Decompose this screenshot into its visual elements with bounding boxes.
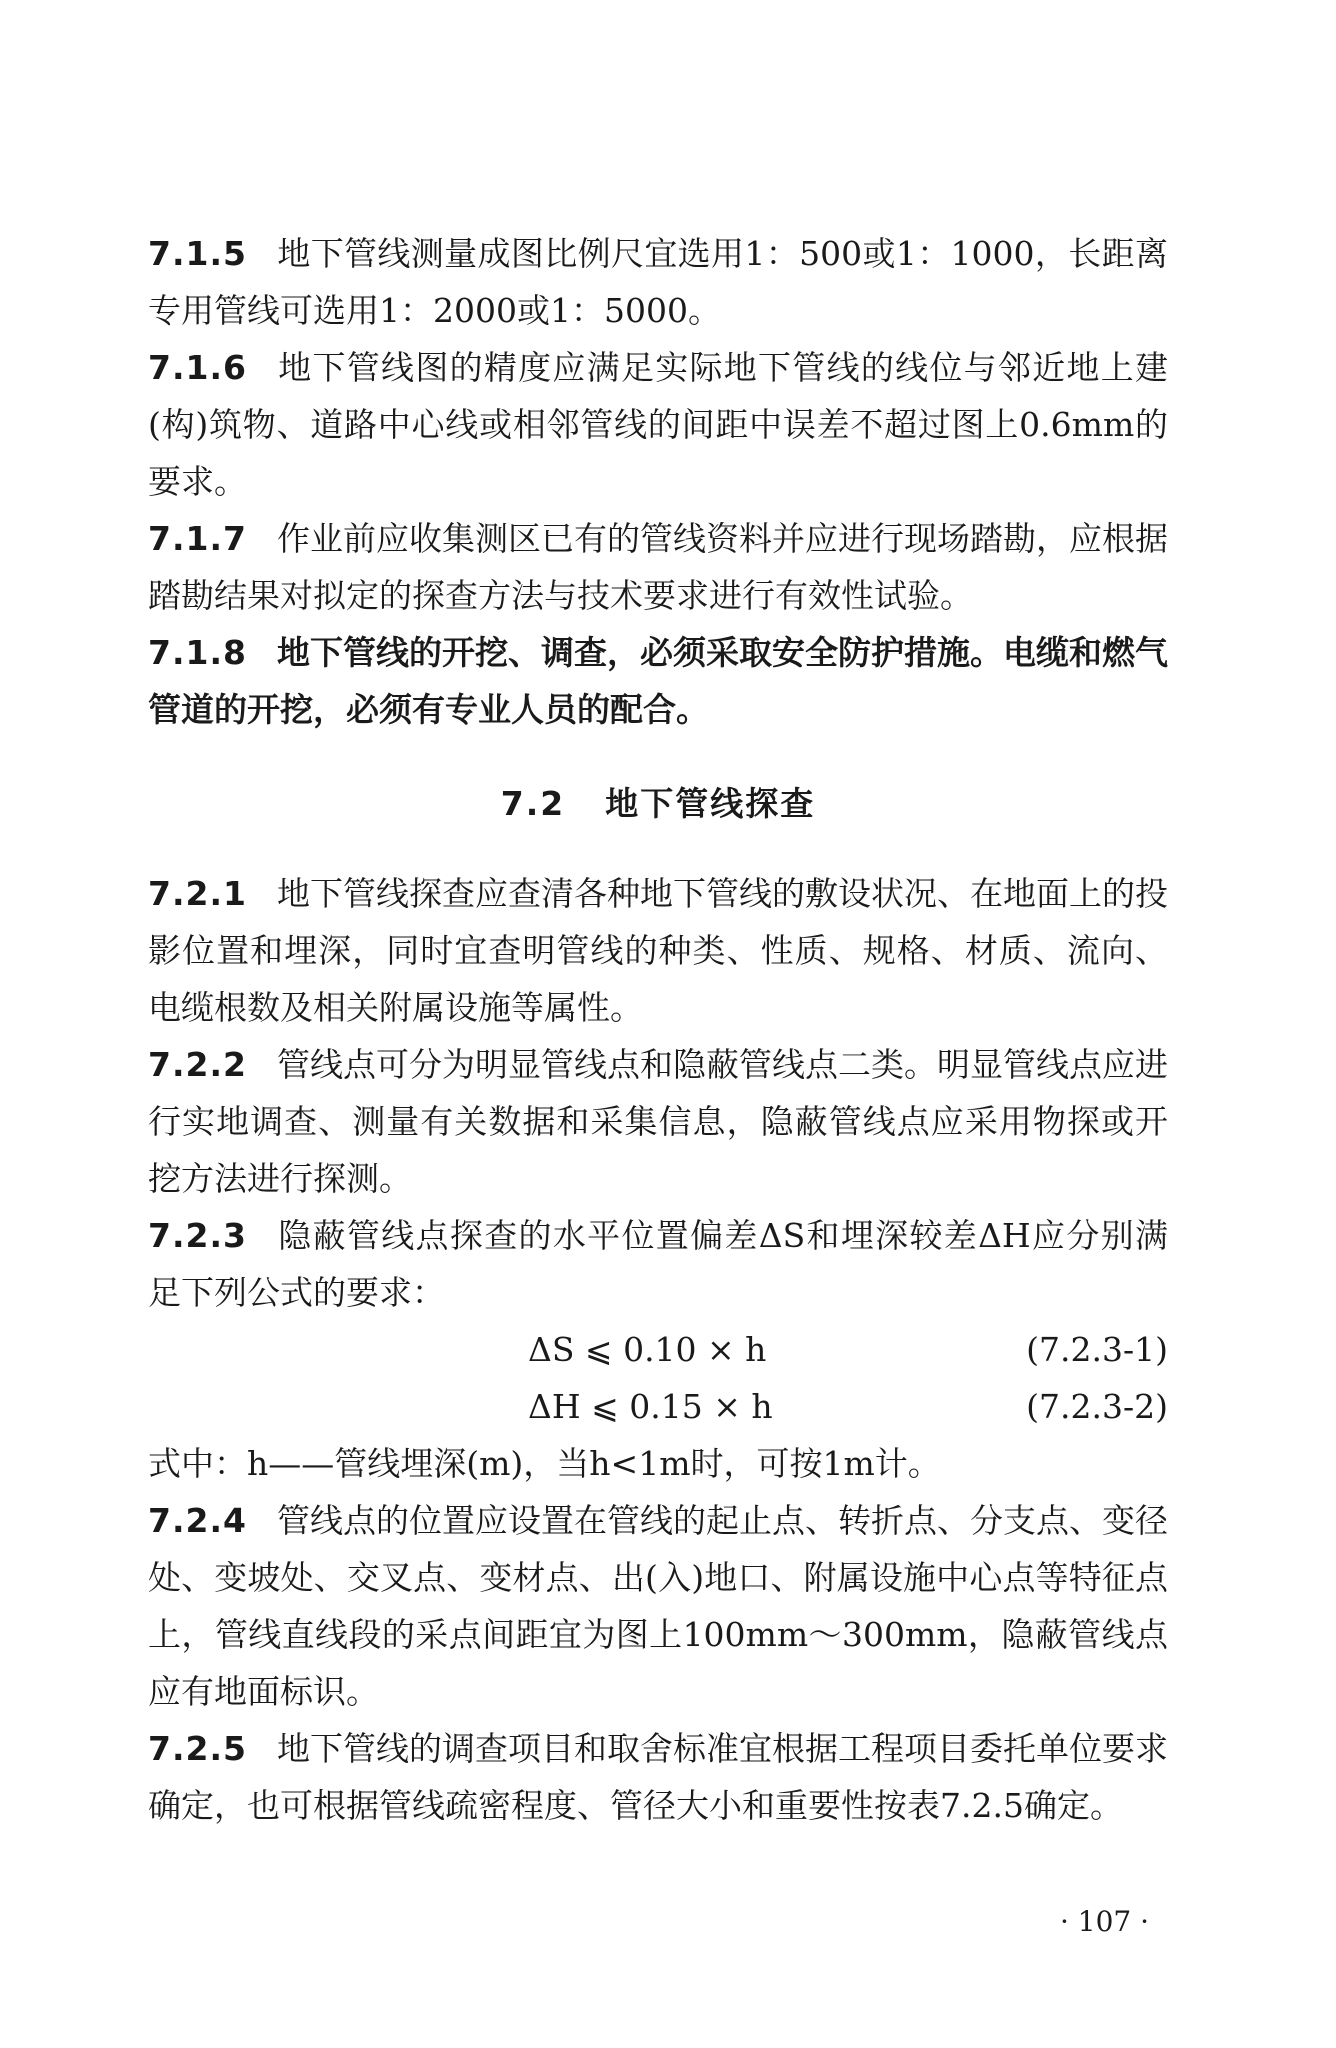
clause-number: 7.2.5 xyxy=(148,1729,247,1768)
section-heading xyxy=(148,778,1168,825)
clause-7-2-3 xyxy=(148,1207,1168,1321)
equation-number: (7.2.3-2) xyxy=(1026,1387,1168,1426)
clause-7-2-4 xyxy=(148,1492,1168,1720)
clause-number: 7.2.3 xyxy=(148,1216,247,1255)
clause-7-1-7 xyxy=(148,510,1168,624)
formula-7-2-3-1 xyxy=(148,1321,1168,1378)
formula-expression: ΔH ⩽ 0.15 × h xyxy=(528,1387,773,1426)
clause-text: 作业前应收集测区已有的管线资料并应进行现场踏勘，应根据踏勘结果对拟定的探查方法与技术要求进行有效性试验。 xyxy=(148,519,1168,615)
clause-text: 地下管线图的精度应满足实际地下管线的线位与邻近地上建(构)筑物、道路中心线或相邻管线的间距中误差不超过图上0.6mm的要求。 xyxy=(148,348,1168,501)
clause-7-2-1 xyxy=(148,865,1168,1036)
clause-7-2-2 xyxy=(148,1036,1168,1207)
formula-expression: ΔS ⩽ 0.10 × h xyxy=(528,1330,767,1369)
clause-number: 7.2.4 xyxy=(148,1501,247,1540)
clause-text: 地下管线测量成图比例尺宜选用1：500或1：1000，长距离专用管线可选用1：2000或1：5000。 xyxy=(148,234,1168,330)
clause-text: 隐蔽管线点探查的水平位置偏差ΔS和埋深较差ΔH应分别满足下列公式的要求： xyxy=(148,1216,1168,1312)
clause-text: 地下管线的调查项目和取舍标准宜根据工程项目委托单位要求确定，也可根据管线疏密程度、管径大小和重要性按表7.2.5确定。 xyxy=(148,1729,1168,1825)
clause-7-1-6 xyxy=(148,339,1168,510)
clause-text: 地下管线的开挖、调查，必须采取安全防护措施。电缆和燃气管道的开挖，必须有专业人员的配合。 xyxy=(148,633,1168,729)
formula-note: 式中：h——管线埋深(m)，当h<1m时，可按1m计。 xyxy=(148,1444,941,1483)
equation-number: (7.2.3-1) xyxy=(1026,1330,1168,1369)
clause-number: 7.1.7 xyxy=(148,519,247,558)
clause-number: 7.1.6 xyxy=(148,348,247,387)
clause-7-2-5 xyxy=(148,1720,1168,1834)
clause-7-1-8 xyxy=(148,624,1168,738)
clause-text: 管线点的位置应设置在管线的起止点、转折点、分支点、变径处、变坡处、交叉点、变材点、出(入)地口、附属设施中心点等特征点上，管线直线段的采点间距宜为图上100mm～300mm，隐蔽管线点应有地面标识。 xyxy=(148,1501,1168,1711)
formula-7-2-3-2 xyxy=(148,1378,1168,1435)
clause-text: 管线点可分为明显管线点和隐蔽管线点二类。明显管线点应进行实地调查、测量有关数据和采集信息，隐蔽管线点应采用物探或开挖方法进行探测。 xyxy=(148,1045,1168,1198)
clause-text: 地下管线探查应查清各种地下管线的敷设状况、在地面上的投影位置和埋深，同时宜查明管线的种类、性质、规格、材质、流向、电缆根数及相关附属设施等属性。 xyxy=(148,874,1168,1027)
section-title-text: 地下管线探查 xyxy=(605,784,816,823)
section-number: 7.2 xyxy=(500,784,566,823)
clause-number: 7.1.5 xyxy=(148,234,247,273)
clause-7-1-5 xyxy=(148,225,1168,339)
clause-number: 7.1.8 xyxy=(148,633,247,672)
page-number: · 107 · xyxy=(1060,1905,1150,1938)
document-body xyxy=(148,225,1168,1834)
clause-number: 7.2.1 xyxy=(148,874,247,913)
clause-number: 7.2.2 xyxy=(148,1045,247,1084)
